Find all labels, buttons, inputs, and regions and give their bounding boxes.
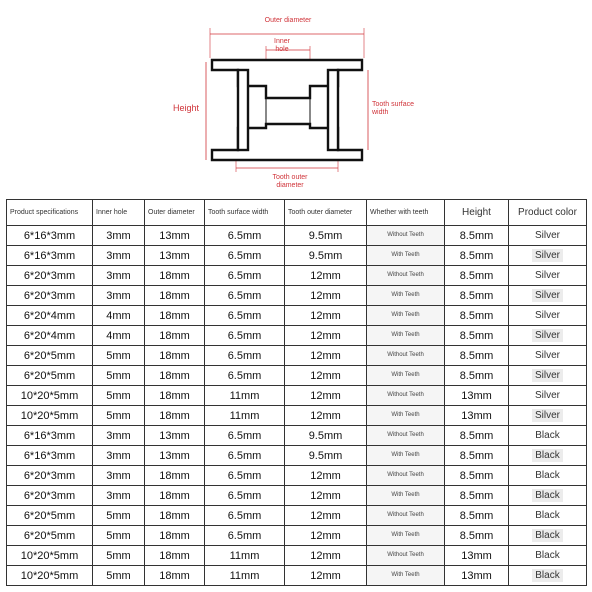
table-row: [7, 566, 587, 586]
outer-diameter-cell: 13mm: [145, 246, 205, 266]
inner-hole-cell: 3mm: [93, 466, 145, 486]
table-row: [7, 446, 587, 466]
tooth-surface-width-cell: 6.5mm: [205, 446, 285, 466]
table-row: [7, 286, 587, 306]
tooth-surface-width-cell: 6.5mm: [205, 286, 285, 306]
col-header-height: Height: [445, 200, 509, 226]
outer-diameter-cell: 18mm: [145, 326, 205, 346]
table-row: [7, 346, 587, 366]
teeth-cell: With Teeth: [367, 566, 445, 586]
color-value: Silver: [534, 350, 560, 361]
height-cell: 8.5mm: [445, 366, 509, 386]
outer-diameter-cell: 18mm: [145, 506, 205, 526]
col-header-product-spec: Product specifications: [7, 200, 93, 226]
color-value: Silver: [534, 310, 560, 321]
spec-cell: 10*20*5mm: [7, 406, 93, 426]
spec-cell: 10*20*5mm: [7, 546, 93, 566]
teeth-cell: With Teeth: [367, 526, 445, 546]
outer-diameter-cell: 13mm: [145, 226, 205, 246]
inner-hole-cell: 5mm: [93, 566, 145, 586]
inner-hole-cell: 3mm: [93, 426, 145, 446]
height-cell: 8.5mm: [445, 506, 509, 526]
inner-hole-cell: 3mm: [93, 446, 145, 466]
inner-hole-cell: 3mm: [93, 246, 145, 266]
tooth-surface-width-cell: 11mm: [205, 566, 285, 586]
height-cell: 13mm: [445, 566, 509, 586]
spec-cell: 6*16*3mm: [7, 226, 93, 246]
teeth-cell: Without Teeth: [367, 546, 445, 566]
tooth-surface-width-cell: 6.5mm: [205, 426, 285, 446]
height-cell: 8.5mm: [445, 446, 509, 466]
inner-hole-cell: 5mm: [93, 386, 145, 406]
tooth-outer-diameter-cell: 12mm: [285, 266, 367, 286]
teeth-cell: With Teeth: [367, 286, 445, 306]
color-value: Black: [535, 470, 560, 481]
tooth-outer-diameter-cell: 12mm: [285, 346, 367, 366]
outer-diameter-cell: 18mm: [145, 306, 205, 326]
color-cell: [509, 446, 587, 466]
outer-diameter-cell: 18mm: [145, 546, 205, 566]
height-cell: 13mm: [445, 546, 509, 566]
col-header-outer-diameter: Outer diameter: [145, 200, 205, 226]
col-header-tooth-surface-width: Tooth surface width: [205, 200, 285, 226]
color-value: Silver: [532, 409, 563, 422]
table-row: [7, 386, 587, 406]
height-cell: 8.5mm: [445, 486, 509, 506]
tooth-surface-width-cell: 11mm: [205, 406, 285, 426]
tooth-outer-diameter-cell: 9.5mm: [285, 246, 367, 266]
spec-cell: 6*20*3mm: [7, 466, 93, 486]
left-tooth-wall: [238, 70, 248, 150]
table-row: [7, 546, 587, 566]
color-cell: [509, 426, 587, 446]
inner-hole-cell: 5mm: [93, 526, 145, 546]
tooth-surface-width-cell: 6.5mm: [205, 486, 285, 506]
outer-diameter-cell: 18mm: [145, 566, 205, 586]
table-row: [7, 406, 587, 426]
table-row: [7, 506, 587, 526]
teeth-cell: Without Teeth: [367, 226, 445, 246]
spec-cell: 6*20*5mm: [7, 506, 93, 526]
col-header-with-teeth: Whether with teeth: [367, 200, 445, 226]
color-cell: [509, 286, 587, 306]
inner-hole-cell: 5mm: [93, 346, 145, 366]
inner-hole-cell: 3mm: [93, 286, 145, 306]
spec-cell: 6*20*3mm: [7, 266, 93, 286]
tooth-surface-width-cell: 11mm: [205, 546, 285, 566]
height-cell: 8.5mm: [445, 426, 509, 446]
spec-cell: 6*20*3mm: [7, 486, 93, 506]
table-row: [7, 426, 587, 446]
teeth-cell: Without Teeth: [367, 346, 445, 366]
pulley-diagram: [0, 0, 592, 196]
color-cell: [509, 526, 587, 546]
teeth-cell: Without Teeth: [367, 466, 445, 486]
height-cell: 8.5mm: [445, 466, 509, 486]
tooth-outer-diameter-cell: 9.5mm: [285, 426, 367, 446]
tooth-outer-diameter-label: Tooth outer diameter: [272, 174, 308, 189]
color-value: Black: [532, 529, 562, 542]
tooth-outer-diameter-cell: 12mm: [285, 306, 367, 326]
height-cell: 8.5mm: [445, 266, 509, 286]
table-row: [7, 486, 587, 506]
outer-diameter-cell: 18mm: [145, 386, 205, 406]
tooth-surface-width-cell: 6.5mm: [205, 306, 285, 326]
tooth-outer-diameter-cell: 12mm: [285, 406, 367, 426]
tooth-surface-width-cell: 11mm: [205, 386, 285, 406]
inner-hole-cell: 4mm: [93, 306, 145, 326]
tooth-outer-diameter-cell: 12mm: [285, 466, 367, 486]
tooth-outer-diameter-cell: 12mm: [285, 526, 367, 546]
bottom-flange: [212, 124, 362, 160]
color-cell: [509, 486, 587, 506]
inner-hole-cell: 3mm: [93, 266, 145, 286]
tooth-outer-diameter-cell: 9.5mm: [285, 226, 367, 246]
spec-cell: 6*20*5mm: [7, 346, 93, 366]
color-value: Black: [532, 569, 562, 582]
spec-cell: 6*20*5mm: [7, 526, 93, 546]
table-body: [7, 226, 587, 586]
teeth-cell: With Teeth: [367, 446, 445, 466]
color-cell: [509, 326, 587, 346]
col-header-tooth-outer-diameter: Tooth outer diameter: [285, 200, 367, 226]
height-cell: 13mm: [445, 386, 509, 406]
color-cell: [509, 266, 587, 286]
outer-diameter-cell: 18mm: [145, 466, 205, 486]
tooth-surface-width-cell: 6.5mm: [205, 226, 285, 246]
teeth-cell: Without Teeth: [367, 426, 445, 446]
top-flange: [212, 60, 362, 98]
outer-diameter-cell: 18mm: [145, 406, 205, 426]
height-cell: 13mm: [445, 406, 509, 426]
color-cell: [509, 566, 587, 586]
color-value: Silver: [532, 369, 563, 382]
spec-cell: 10*20*5mm: [7, 566, 93, 586]
teeth-cell: Without Teeth: [367, 386, 445, 406]
height-cell: 8.5mm: [445, 306, 509, 326]
tooth-surface-width-cell: 6.5mm: [205, 346, 285, 366]
color-cell: [509, 506, 587, 526]
color-cell: [509, 226, 587, 246]
teeth-cell: With Teeth: [367, 326, 445, 346]
inner-hole-cell: 5mm: [93, 506, 145, 526]
outer-diameter-cell: 18mm: [145, 486, 205, 506]
spec-cell: 6*20*4mm: [7, 326, 93, 346]
outer-diameter-cell: 18mm: [145, 286, 205, 306]
spec-cell: 6*20*5mm: [7, 366, 93, 386]
spec-cell: 6*16*3mm: [7, 426, 93, 446]
color-value: Black: [535, 430, 560, 441]
color-value: Silver: [532, 329, 563, 342]
height-cell: 8.5mm: [445, 246, 509, 266]
color-value: Silver: [534, 230, 560, 241]
table-row: [7, 326, 587, 346]
table-header-row: [7, 200, 587, 226]
tooth-surface-width-label: Tooth surface width: [372, 101, 415, 116]
inner-hole-cell: 3mm: [93, 226, 145, 246]
pulley-body: [212, 60, 362, 160]
tooth-outer-diameter-cell: 9.5mm: [285, 446, 367, 466]
height-label: Height: [172, 103, 199, 113]
tooth-outer-diameter-cell: 12mm: [285, 506, 367, 526]
col-header-product-color: Product color: [509, 200, 587, 226]
color-cell: [509, 406, 587, 426]
inner-hole-cell: 4mm: [93, 326, 145, 346]
tooth-surface-width-cell: 6.5mm: [205, 326, 285, 346]
tooth-outer-diameter-cell: 12mm: [285, 486, 367, 506]
color-cell: [509, 246, 587, 266]
color-value: Silver: [534, 270, 560, 281]
table-row: [7, 226, 587, 246]
tooth-outer-diameter-cell: 12mm: [285, 566, 367, 586]
teeth-cell: With Teeth: [367, 406, 445, 426]
color-value: Silver: [532, 289, 563, 302]
inner-hole-cell: 5mm: [93, 366, 145, 386]
inner-hole-cell: 5mm: [93, 406, 145, 426]
spec-cell: 6*16*3mm: [7, 446, 93, 466]
color-cell: [509, 366, 587, 386]
tooth-outer-diameter-cell: 12mm: [285, 386, 367, 406]
table-row: [7, 466, 587, 486]
tooth-outer-diameter-cell: 12mm: [285, 546, 367, 566]
outer-diameter-cell: 18mm: [145, 266, 205, 286]
outer-diameter-cell: 18mm: [145, 366, 205, 386]
color-value: Black: [535, 550, 560, 561]
tooth-outer-diameter-cell: 12mm: [285, 286, 367, 306]
table-row: [7, 266, 587, 286]
teeth-cell: With Teeth: [367, 246, 445, 266]
tooth-surface-width-cell: 6.5mm: [205, 466, 285, 486]
spec-cell: 10*20*5mm: [7, 386, 93, 406]
tooth-surface-width-cell: 6.5mm: [205, 366, 285, 386]
col-header-inner-hole: Inner hole: [93, 200, 145, 226]
tooth-surface-width-cell: 6.5mm: [205, 246, 285, 266]
color-cell: [509, 386, 587, 406]
height-cell: 8.5mm: [445, 346, 509, 366]
color-value: Silver: [532, 249, 563, 262]
inner-hole-cell: 5mm: [93, 546, 145, 566]
height-cell: 8.5mm: [445, 326, 509, 346]
teeth-cell: With Teeth: [367, 486, 445, 506]
table-row: [7, 366, 587, 386]
tooth-surface-width-cell: 6.5mm: [205, 526, 285, 546]
spec-table: [6, 199, 587, 586]
color-value: Black: [532, 489, 562, 502]
height-cell: 8.5mm: [445, 286, 509, 306]
color-cell: [509, 466, 587, 486]
color-cell: [509, 346, 587, 366]
teeth-cell: With Teeth: [367, 306, 445, 326]
height-cell: 8.5mm: [445, 526, 509, 546]
color-value: Black: [535, 510, 560, 521]
outer-diameter-label: Outer diameter: [264, 17, 312, 24]
table-row: [7, 526, 587, 546]
pulley-cross-section: [0, 0, 592, 196]
outer-diameter-cell: 13mm: [145, 446, 205, 466]
outer-diameter-cell: 18mm: [145, 346, 205, 366]
teeth-cell: Without Teeth: [367, 266, 445, 286]
tooth-outer-diameter-cell: 12mm: [285, 326, 367, 346]
table-row: [7, 306, 587, 326]
outer-diameter-cell: 18mm: [145, 526, 205, 546]
outer-diameter-cell: 13mm: [145, 426, 205, 446]
spec-cell: 6*20*3mm: [7, 286, 93, 306]
color-value: Black: [532, 449, 562, 462]
tooth-outer-diameter-cell: 12mm: [285, 366, 367, 386]
spec-cell: 6*20*4mm: [7, 306, 93, 326]
spec-cell: 6*16*3mm: [7, 246, 93, 266]
color-value: Silver: [534, 390, 560, 401]
inner-hole-cell: 3mm: [93, 486, 145, 506]
right-tooth-wall: [328, 70, 338, 150]
teeth-cell: Without Teeth: [367, 506, 445, 526]
height-cell: 8.5mm: [445, 226, 509, 246]
inner-hole-label: Inner hole: [274, 38, 290, 53]
color-cell: [509, 546, 587, 566]
tooth-surface-width-cell: 6.5mm: [205, 266, 285, 286]
teeth-cell: With Teeth: [367, 366, 445, 386]
color-cell: [509, 306, 587, 326]
table-row: [7, 246, 587, 266]
tooth-surface-width-cell: 6.5mm: [205, 506, 285, 526]
